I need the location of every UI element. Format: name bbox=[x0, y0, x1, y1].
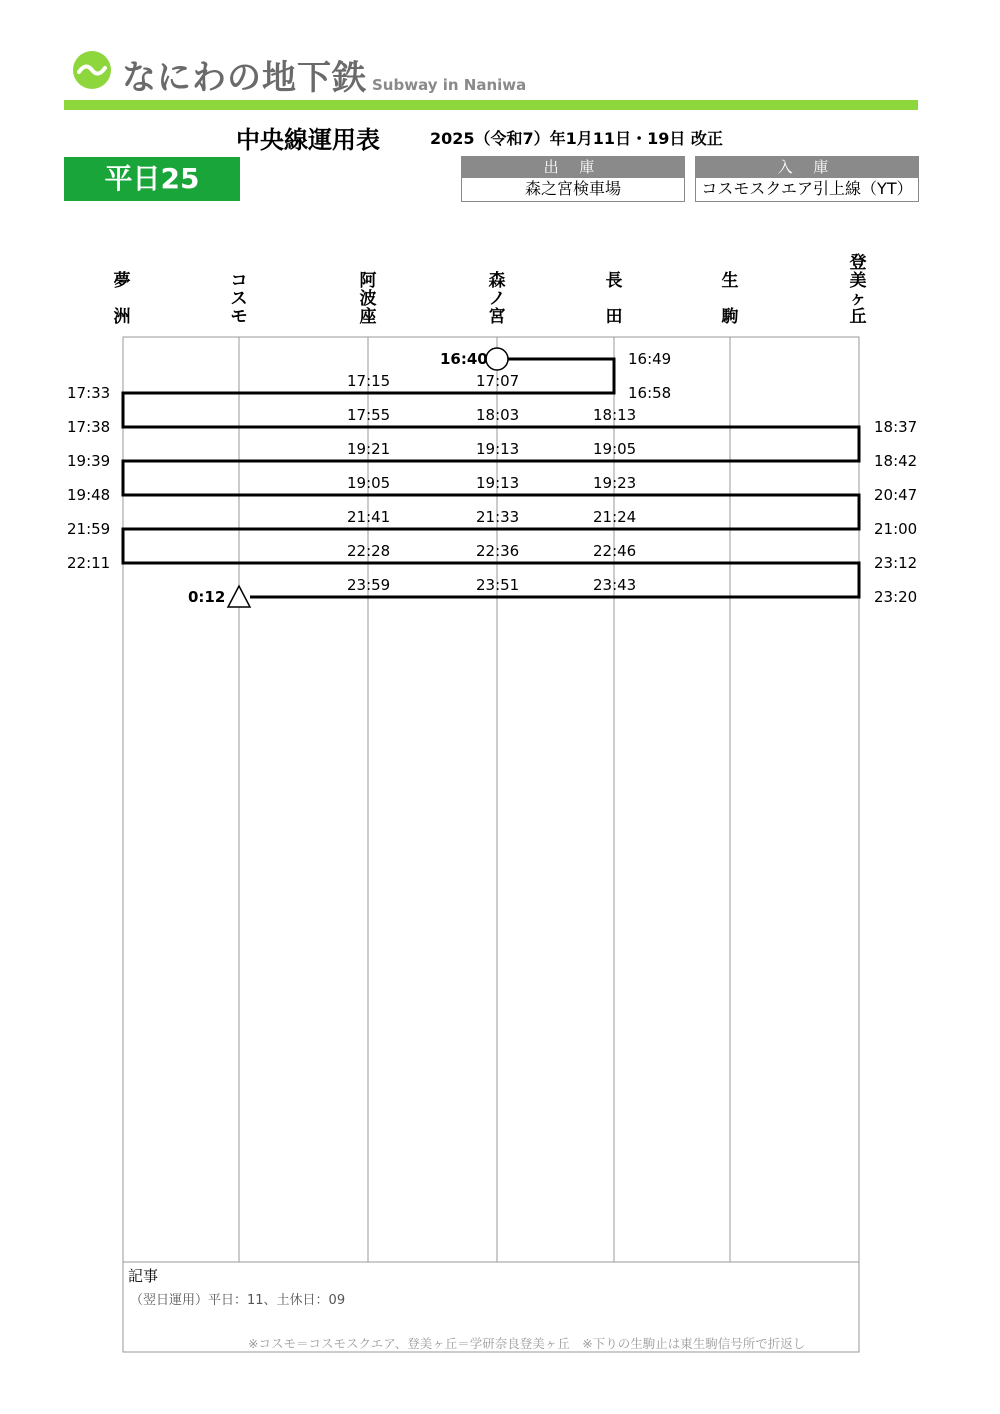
time-left: 22:11 bbox=[67, 554, 111, 572]
time-nagata: 19:23 bbox=[593, 474, 637, 492]
time-nagata: 21:24 bbox=[593, 508, 637, 526]
arrive-value: コスモスクエア引上線（YT） bbox=[701, 179, 913, 198]
station-char: 田 bbox=[605, 307, 623, 327]
time-nagata-dep: 16:58 bbox=[628, 384, 672, 402]
time-awaza: 22:28 bbox=[347, 542, 391, 560]
logo-subtitle: Subway in Naniwa bbox=[372, 76, 527, 94]
schedule-badge: 平日25 bbox=[64, 157, 240, 201]
station-morinomiya: 森 ノ 宮 bbox=[488, 271, 506, 327]
time-awaza: 23:59 bbox=[347, 576, 391, 594]
time-right: 18:37 bbox=[874, 418, 918, 436]
station-char: 夢 bbox=[113, 271, 131, 291]
time-awaza: 21:41 bbox=[347, 508, 391, 526]
time-morinomiya: 22:36 bbox=[476, 542, 520, 560]
time-awaza: 19:05 bbox=[347, 474, 391, 492]
time-nagata: 23:43 bbox=[593, 576, 637, 594]
time-morinomiya: 21:33 bbox=[476, 508, 520, 526]
time-right: 21:00 bbox=[874, 520, 918, 538]
station-char: 駒 bbox=[721, 307, 739, 327]
time-morinomiya: 17:07 bbox=[476, 372, 520, 390]
page-title: 中央線運用表 bbox=[236, 126, 380, 154]
time-right: 18:42 bbox=[874, 452, 918, 470]
time-morinomiya: 18:03 bbox=[476, 406, 520, 424]
time-awaza: 17:15 bbox=[347, 372, 391, 390]
time-nagata: 18:13 bbox=[593, 406, 637, 424]
depart-time: 16:40 bbox=[440, 350, 488, 368]
time-left: 19:48 bbox=[67, 486, 111, 504]
station-awaza: 阿 波 座 bbox=[359, 271, 377, 327]
footnote: ※コスモ＝コスモスクエア、登美ヶ丘＝学研奈良登美ヶ丘 ※下りの生駒止は東生駒信号所で折返し bbox=[248, 1336, 806, 1351]
depart-label: 出 庫 bbox=[462, 157, 684, 178]
station-char: 長 bbox=[605, 271, 623, 291]
arrive-marker-icon bbox=[228, 586, 250, 607]
arrive-label: 入 庫 bbox=[696, 157, 918, 178]
time-awaza: 17:55 bbox=[347, 406, 391, 424]
depart-marker-icon bbox=[486, 348, 508, 370]
logo-text: なにわの地下鉄 bbox=[122, 58, 367, 98]
arrive-time: 0:12 bbox=[188, 588, 226, 606]
time-left: 21:59 bbox=[67, 520, 111, 538]
time-morinomiya: 23:51 bbox=[476, 576, 520, 594]
time-nagata: 22:46 bbox=[593, 542, 637, 560]
time-morinomiya: 19:13 bbox=[476, 440, 520, 458]
time-morinomiya: 19:13 bbox=[476, 474, 520, 492]
time-nagata: 19:05 bbox=[593, 440, 637, 458]
time-nagata-arr: 16:49 bbox=[628, 350, 672, 368]
depart-value: 森之宮検車場 bbox=[524, 179, 621, 198]
time-left: 17:38 bbox=[67, 418, 111, 436]
time-left: 19:39 bbox=[67, 452, 111, 470]
time-right: 23:12 bbox=[874, 554, 918, 572]
time-right: 23:20 bbox=[874, 588, 918, 606]
notes-label: 記事 bbox=[128, 1267, 159, 1285]
time-awaza: 19:21 bbox=[347, 440, 391, 458]
station-tomigaoka: 登 美 ヶ 丘 bbox=[849, 253, 867, 327]
station-char: 生 bbox=[721, 271, 739, 291]
station-cosmo: コ ス モ bbox=[230, 271, 248, 327]
notes-next-day: （翌日運用）平日：11、土休日：09 bbox=[130, 1293, 346, 1308]
revision-date: 2025（令和7）年1月11日・19日 改正 bbox=[430, 129, 723, 148]
time-left: 17:33 bbox=[67, 384, 111, 402]
station-char: 洲 bbox=[113, 307, 131, 327]
time-right: 20:47 bbox=[874, 486, 918, 504]
